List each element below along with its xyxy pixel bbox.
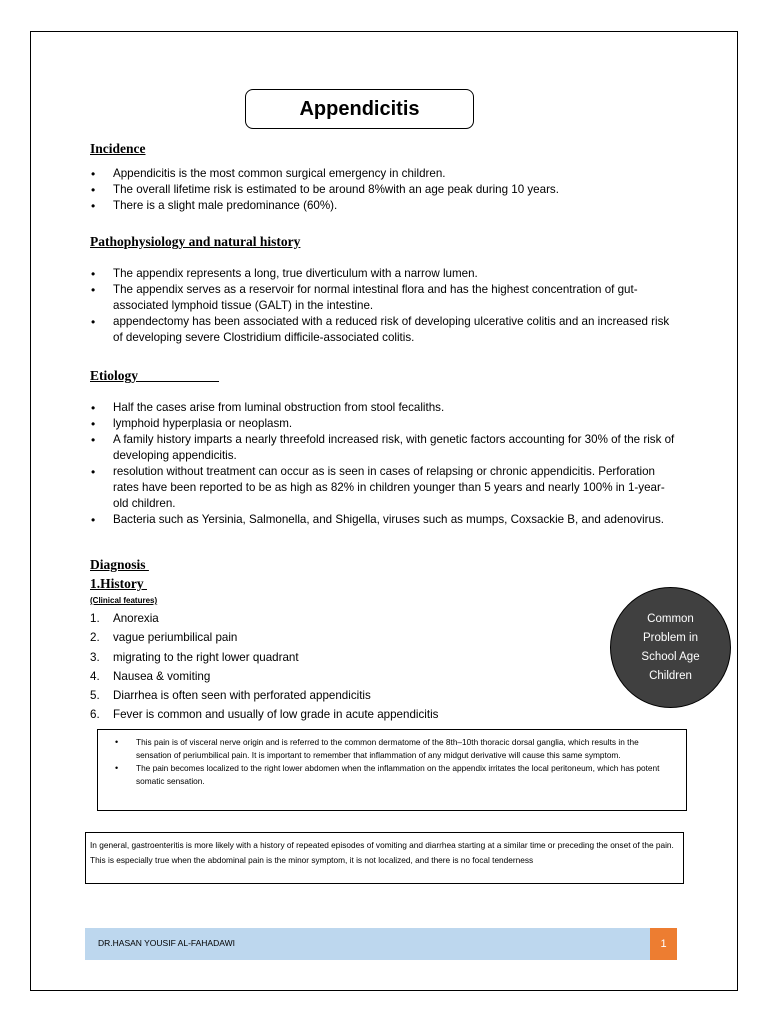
list-item: • The appendix serves as a reservoir for normal intestinal flora and has the highest concentration of gut-associated lymphoid tissue (GALT) in the intestine. [90, 282, 680, 314]
page-title: Appendicitis [245, 89, 474, 129]
list-item: • This pain is of visceral nerve origin and is referred to the common dermatome of the 8th–10th thoracic dorsal ganglia, which results in the sensation of periumbilical pain. It is important to remember that inflammation of any midgut derivative will cause this same symptom. [98, 736, 676, 762]
etiology-list [90, 400, 680, 528]
list-item: 4. Nausea & vomiting [90, 669, 211, 683]
list-item: 3. migrating to the right lower quadrant [90, 650, 299, 664]
list-item: 2. vague periumbilical pain [90, 631, 238, 645]
gastroenteritis-note-box: In general, gastroenteritis is more likely with a history of repeated episodes of vomiting and diarrhea starting at a similar time or preceding the onset of the pain. This is especially true when the abdominal pain is the minor symptom, it is not localized, and there is no focal tenderness [85, 832, 684, 884]
etiology-heading: Etiology [90, 368, 220, 383]
list-item: • The pain becomes localized to the right lower abdomen when the inflammation on the appendix irritates the local peritoneum, which has potent somatic sensation. [98, 762, 676, 788]
list-item: 1. Anorexia [90, 612, 159, 625]
list-item: • Half the cases arise from luminal obstruction from stool fecaliths. [90, 400, 680, 416]
diagnosis-heading: Diagnosis [90, 557, 149, 572]
list-item: • Appendicitis is the most common surgical emergency in children. [90, 166, 680, 182]
list-item: • A family history imparts a nearly threefold increased risk, with genetic factors accounting for 30% of the risk of developing appendicitis. [90, 432, 680, 464]
list-item: • appendectomy has been associated with a reduced risk of developing ulcerative colitis and an increased risk of developing severe Clostridium difficile-associated colitis. [90, 314, 680, 346]
author-name: DR.HASAN YOUSIF AL-FAHADAWI [98, 938, 235, 948]
list-item: • The overall lifetime risk is estimated to be around 8%with an age peak during 10 years. [90, 182, 680, 198]
footer-bar [85, 928, 650, 960]
pathophysiology-list [90, 266, 680, 346]
pain-note-box [97, 729, 687, 811]
clinical-features-list [90, 609, 438, 725]
list-item: 5. Diarrhea is often seen with perforated appendicitis [90, 689, 371, 703]
pathophysiology-heading: Pathophysiology and natural history [90, 234, 301, 249]
clinical-features-heading: (Clinical features) [90, 596, 158, 605]
common-problem-circle [610, 587, 731, 708]
incidence-list [90, 166, 680, 214]
list-item: • There is a slight male predominance (60%). [90, 198, 680, 214]
list-item: 6. Fever is common and usually of low grade in acute appendicitis [90, 708, 439, 722]
list-item: • resolution without treatment can occur as is seen in cases of relapsing or chronic appendicitis. Perforation rates have been reported to be as high as 82% in children younger than 5 years and nearly 100% in 1-year-old children. [90, 464, 680, 512]
circle-text: Common Problem in School Age Children [641, 612, 700, 682]
list-item: • Bacteria such as Yersinia, Salmonella, and Shigella, viruses such as mumps, Coxsackie B, and adenovirus. [90, 512, 680, 528]
incidence-heading: Incidence [90, 141, 146, 156]
list-item: • The appendix represents a long, true diverticulum with a narrow lumen. [90, 266, 680, 282]
page-number: 1 [650, 928, 677, 960]
list-item: • lymphoid hyperplasia or neoplasm. [90, 416, 680, 432]
history-heading: 1.History [90, 576, 147, 591]
